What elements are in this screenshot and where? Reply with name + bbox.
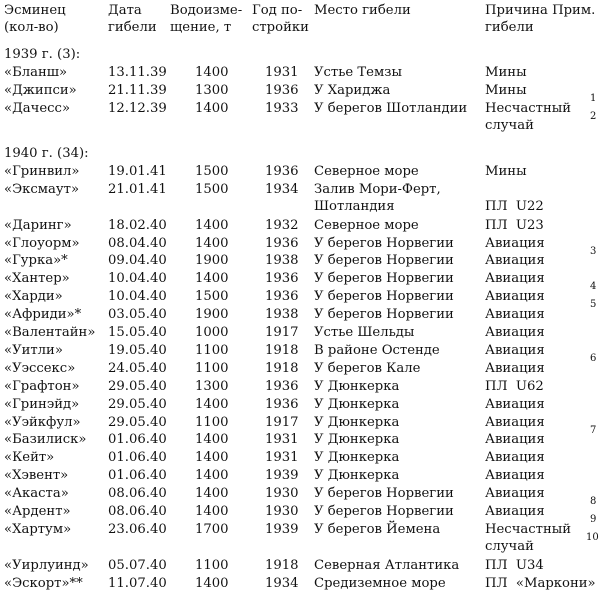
- footnote-marker: 7: [590, 424, 597, 436]
- loss-place: У берегов Норвегии: [314, 253, 454, 269]
- displacement: 1300: [195, 82, 229, 98]
- loss-date: 01.06.40: [108, 450, 167, 466]
- displacement: 1500: [195, 289, 229, 305]
- loss-place: У берегов Норвегии: [314, 271, 454, 287]
- loss-place: У берегов Норвегии: [314, 504, 454, 519]
- loss-date: 29.05.40: [108, 396, 167, 412]
- loss-cause: Авиация: [485, 342, 545, 358]
- ship-name: «Эскорт»**: [4, 575, 83, 591]
- displacement: 1400: [195, 271, 229, 287]
- build-year: 1936: [265, 396, 299, 412]
- loss-date: 18.02.40: [108, 217, 167, 233]
- displacement: 1100: [195, 342, 229, 358]
- loss-date: 08.06.40: [108, 504, 167, 519]
- ship-name: «Хартум»: [4, 521, 72, 537]
- ship-name: «Гринэйд»: [4, 396, 80, 412]
- loss-cause: Авиация: [485, 271, 545, 287]
- build-year: 1918: [265, 360, 299, 376]
- header-ship: Эсминец (кол-во): [4, 3, 66, 35]
- loss-cause: Авиация: [485, 432, 545, 448]
- loss-cause: Авиация: [485, 235, 545, 251]
- loss-date: 13.11.39: [108, 64, 167, 80]
- build-year: 1936: [265, 271, 299, 287]
- displacement: 1500: [195, 181, 229, 197]
- footnote-marker: 6: [590, 352, 597, 364]
- ship-name: «Бланш»: [4, 64, 68, 80]
- ship-name: «Африди»*: [4, 307, 82, 323]
- loss-cause: Авиация: [485, 253, 545, 269]
- loss-cause: Мины: [485, 64, 527, 80]
- loss-place: У Дюнкерка: [314, 450, 400, 466]
- loss-cause: Авиация: [485, 504, 545, 519]
- ship-name: «Уитли»: [4, 342, 63, 358]
- footnote-marker: 10: [586, 531, 599, 543]
- build-year: 1917: [265, 325, 299, 340]
- displacement: 1100: [195, 360, 229, 376]
- loss-cause: Авиация: [485, 414, 545, 430]
- loss-date: 01.06.40: [108, 432, 167, 448]
- build-year: 1917: [265, 414, 299, 430]
- displacement: 1400: [195, 450, 229, 466]
- loss-place: Залив Мори-Ферт, Шотландия: [314, 181, 441, 214]
- loss-date: 12.12.39: [108, 100, 167, 116]
- loss-place: У Дюнкерка: [314, 432, 400, 448]
- loss-place: Северная Атлантика: [314, 557, 460, 573]
- loss-date: 15.05.40: [108, 325, 167, 340]
- loss-place: В районе Остенде: [314, 342, 440, 358]
- loss-place: У берегов Норвегии: [314, 235, 454, 251]
- footnote-marker: 3: [590, 245, 597, 257]
- loss-date: 24.05.40: [108, 360, 167, 376]
- loss-place: У берегов Кале: [314, 360, 421, 376]
- loss-cause: ПЛ «Маркони»: [485, 575, 596, 591]
- loss-place: У берегов Йемена: [314, 521, 441, 537]
- ship-name: «Дачесс»: [4, 100, 71, 116]
- build-year: 1931: [265, 450, 299, 466]
- loss-date: 10.04.40: [108, 271, 167, 287]
- build-year: 1930: [265, 504, 299, 519]
- displacement: 1100: [195, 557, 229, 573]
- build-year: 1939: [265, 468, 299, 484]
- build-year: 1939: [265, 521, 299, 537]
- ship-name: «Хэвент»: [4, 468, 69, 484]
- ship-name: «Графтон»: [4, 378, 80, 394]
- loss-place: У берегов Норвегии: [314, 289, 454, 305]
- build-year: 1933: [265, 100, 299, 116]
- loss-place: Устье Темзы: [314, 64, 402, 80]
- loss-date: 08.06.40: [108, 486, 167, 502]
- header-place: Место гибели: [314, 3, 411, 18]
- loss-date: 23.06.40: [108, 521, 167, 537]
- ship-name: «Уэйкфул»: [4, 414, 81, 430]
- loss-date: 21.01.41: [108, 181, 167, 197]
- build-year: 1918: [265, 557, 299, 573]
- loss-place: Устье Шельды: [314, 325, 415, 340]
- header-date: Дата гибели: [108, 3, 157, 35]
- footnote-marker: 5: [590, 299, 597, 311]
- displacement: 1400: [195, 235, 229, 251]
- loss-date: 05.07.40: [108, 557, 167, 573]
- displacement: 1400: [195, 100, 229, 116]
- displacement: 1400: [195, 64, 229, 80]
- loss-cause: ПЛ U22: [485, 198, 544, 214]
- loss-date: 21.11.39: [108, 82, 167, 98]
- header-displacement: Водоизме- щение, т: [170, 3, 243, 35]
- ship-name: «Джипси»: [4, 82, 77, 98]
- build-year: 1934: [265, 575, 299, 591]
- build-year: 1938: [265, 307, 299, 323]
- build-year: 1932: [265, 217, 299, 233]
- build-year: 1931: [265, 432, 299, 448]
- build-year: 1930: [265, 486, 299, 502]
- ship-name: «Валентайн»: [4, 325, 96, 340]
- loss-cause: Авиация: [485, 289, 545, 305]
- ship-name: «Уирлуинд»: [4, 557, 89, 573]
- footnote-marker: 2: [590, 110, 597, 122]
- ship-name: «Гринвил»: [4, 163, 80, 179]
- displacement: 1000: [195, 325, 229, 340]
- displacement: 1300: [195, 378, 229, 394]
- loss-cause: Авиация: [485, 486, 545, 502]
- header-cause: Причина Прим. гибели: [485, 3, 596, 35]
- displacement: 1400: [195, 504, 229, 519]
- loss-cause: Мины: [485, 82, 527, 98]
- loss-date: 09.04.40: [108, 253, 167, 269]
- displacement: 1500: [195, 163, 229, 179]
- displacement: 1100: [195, 414, 229, 430]
- ship-name: «Базилиск»: [4, 432, 87, 448]
- loss-cause: Авиация: [485, 396, 545, 412]
- ship-name: «Акаста»: [4, 486, 69, 502]
- displacement: 1400: [195, 432, 229, 448]
- footnote-marker: 1: [590, 92, 597, 104]
- displacement: 1900: [195, 253, 229, 269]
- loss-place: Северное море: [314, 217, 419, 233]
- loss-date: 19.01.41: [108, 163, 167, 179]
- footnote-marker: 9: [590, 514, 597, 525]
- loss-cause: ПЛ U62: [485, 378, 544, 394]
- loss-place: У Дюнкерка: [314, 378, 400, 394]
- loss-place: У Дюнкерка: [314, 396, 400, 412]
- loss-date: 10.04.40: [108, 289, 167, 305]
- loss-cause: Авиация: [485, 468, 545, 484]
- loss-cause: Авиация: [485, 307, 545, 323]
- displacement: 1400: [195, 217, 229, 233]
- displacement: 1400: [195, 575, 229, 591]
- build-year: 1938: [265, 253, 299, 269]
- loss-place: Северное море: [314, 163, 419, 179]
- loss-cause: Авиация: [485, 450, 545, 466]
- ship-name: «Ардент»: [4, 504, 71, 519]
- loss-date: 08.04.40: [108, 235, 167, 251]
- loss-cause: Несчастный случай: [485, 521, 572, 554]
- displacement: 1700: [195, 521, 229, 537]
- loss-place: У берегов Норвегии: [314, 307, 454, 323]
- loss-cause: Авиация: [485, 325, 545, 340]
- loss-date: 01.06.40: [108, 468, 167, 484]
- loss-date: 29.05.40: [108, 378, 167, 394]
- loss-cause: Авиация: [485, 360, 545, 376]
- build-year: 1936: [265, 289, 299, 305]
- displacement: 1400: [195, 486, 229, 502]
- loss-place: У берегов Норвегии: [314, 486, 454, 502]
- ship-name: «Глоуорм»: [4, 235, 80, 251]
- build-year: 1936: [265, 82, 299, 98]
- loss-date: 19.05.40: [108, 342, 167, 358]
- build-year: 1931: [265, 64, 299, 80]
- header-year: Год по- стройки: [252, 3, 309, 35]
- loss-place: У Дюнкерка: [314, 468, 400, 484]
- ship-name: «Гурка»*: [4, 253, 68, 269]
- group-label: 1940 г. (34):: [4, 146, 89, 161]
- loss-place: У Дюнкерка: [314, 414, 400, 430]
- build-year: 1918: [265, 342, 299, 358]
- ship-name: «Харди»: [4, 289, 63, 305]
- loss-date: 11.07.40: [108, 575, 167, 591]
- footnote-marker: 8: [590, 496, 597, 508]
- build-year: 1934: [265, 181, 299, 197]
- footnote-marker: 4: [590, 281, 597, 293]
- loss-cause: ПЛ U34: [485, 557, 544, 573]
- loss-cause: Мины: [485, 163, 527, 179]
- displacement: 1400: [195, 468, 229, 484]
- loss-place: У берегов Шотландии: [314, 100, 468, 116]
- loss-place: Средиземное море: [314, 575, 446, 591]
- ship-name: «Уэссекс»: [4, 360, 76, 376]
- build-year: 1936: [265, 378, 299, 394]
- loss-date: 03.05.40: [108, 307, 167, 323]
- displacement: 1900: [195, 307, 229, 323]
- loss-cause: ПЛ U23: [485, 217, 544, 233]
- ship-name: «Хантер»: [4, 271, 70, 287]
- ship-name: «Кейт»: [4, 450, 55, 466]
- build-year: 1936: [265, 235, 299, 251]
- displacement: 1400: [195, 396, 229, 412]
- group-label: 1939 г. (3):: [4, 47, 81, 62]
- loss-cause: Несчастный случай: [485, 100, 572, 133]
- build-year: 1936: [265, 163, 299, 179]
- loss-date: 29.05.40: [108, 414, 167, 430]
- ship-name: «Даринг»: [4, 217, 72, 233]
- loss-place: У Хариджа: [314, 82, 391, 98]
- ship-name: «Эксмаут»: [4, 181, 80, 197]
